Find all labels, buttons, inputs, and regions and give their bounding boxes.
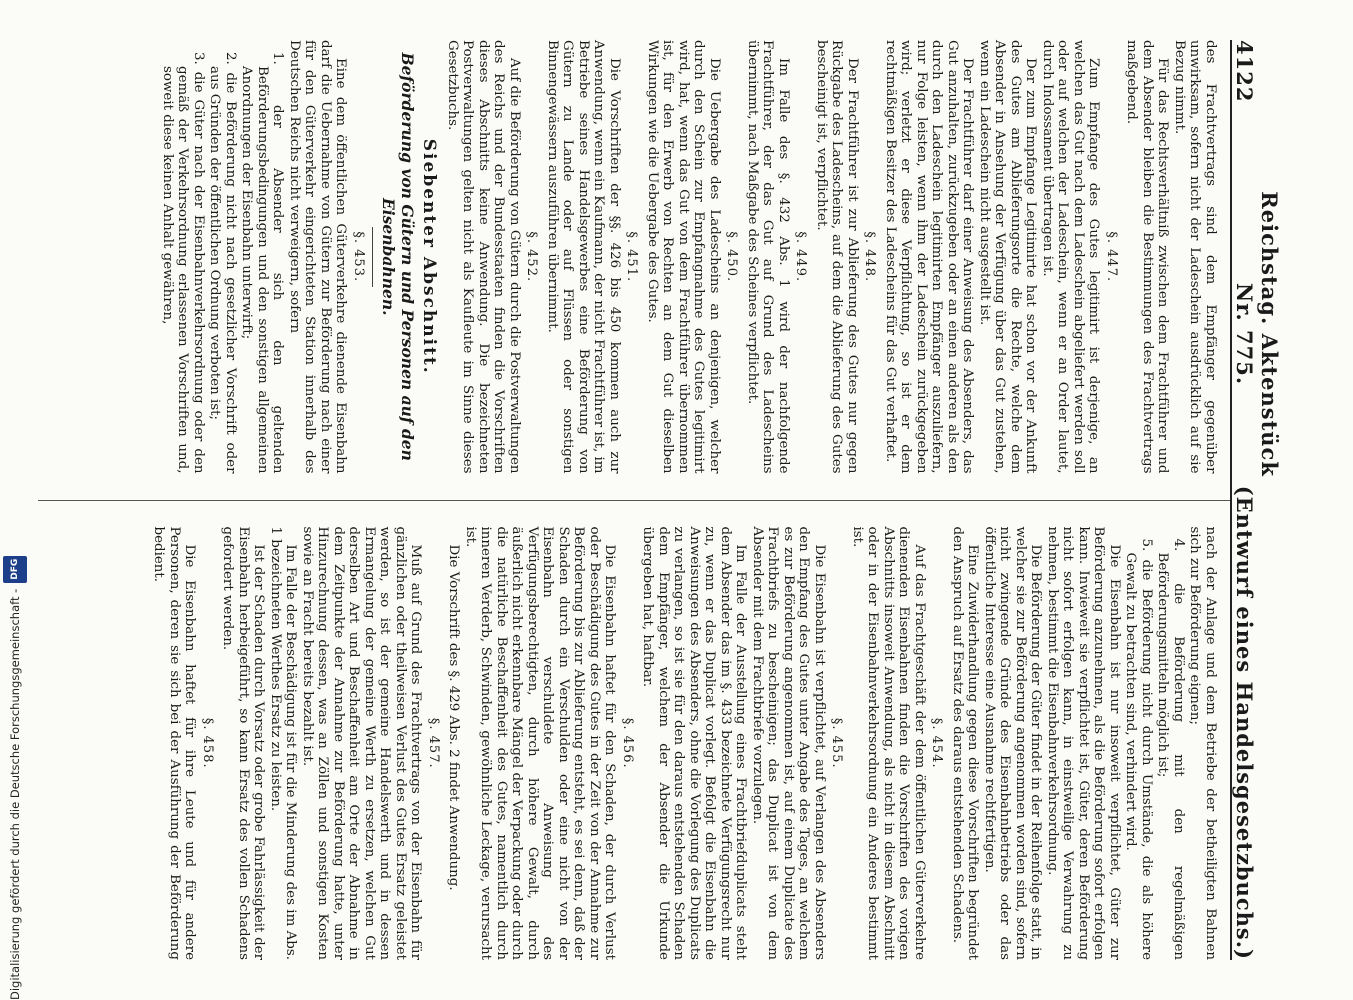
paragraph: Im Falle der Ausstellung eines Frachtbriefduplicats steht dem Absender das im §. 433 bezeichnete Verfügungsrecht nur zu, wenn er das Duplicat vorlegt. Befolgt die Eisenbahn die Anweisungen des Absenders, ohne die Vorlegung des Duplicats zu verlangen, so ist sie für den daraus entstehenden Schaden dem Empfänger, welchem der Absender die Urkunde übergeben hat, haftbar.: [640, 526, 749, 960]
paragraph: Die Eisenbahn haftet für ihre Leute und für andere Personen, deren sie sich bei der Ausführung der Beförderung bedient.: [151, 526, 198, 960]
digitization-credit: [4, 0, 26, 1000]
paragraph: Der zum Empfange Legitimirte hat schon vor der Ankunft des Gutes am Ablieferungsorte die Rechte, welche dem Absender in Ansehung der Verfügung über das Gut zustehen, wenn ein Ladeschein nicht ausgestellt ist.: [977, 40, 1039, 474]
paragraph: Die Vorschriften der §§. 426 bis 450 kommen auch zur Anwendung, wenn ein Kaufmann, der nicht Frachtführer ist, im Betriebe seines Handelsgewerbes eine Beförderung von Gütern zu Lande oder auf Flüssen oder sonstigen Binnengewässern auszuführen übernimmt.: [545, 40, 622, 474]
paragraph: Eine dem öffentlichen Güterverkehre dienende Eisenbahn darf die Uebernahme von Gütern zur Beförderung nach einer für den Güterverkehr eingerichteten Station innerhalb des Deutschen Reichs nicht verweigern, sofern: [287, 40, 349, 474]
paragraph: Muß auf Grund des Frachtvertrags von der Eisenbahn für gänzlichen oder theilweisen Verlust des Gutes Ersatz geleistet werden, so ist der gemeine Handelswerth und in dessen Ermangelung der gemeine Werth zu ersetzen, welchen Gut derselben Art und Beschaffenheit am Orte der Abnahme in dem Zeitpunkte der Annahme zur Beförderung hatte, unter Hinzurechnung dessen, was an Zöllen und sonstigen Kosten sowie an Fracht bereits bezahlt ist.: [300, 526, 424, 960]
paragraph: Zum Empfange des Gutes legitimirt ist derjenige, an welchen das Gut nach dem Ladeschein abgeliefert werden soll oder auf welchen der Ladeschein, wenn er an Order lautet, durch Indossament übertragen ist.: [1040, 40, 1102, 474]
column-divider: [38, 500, 1230, 501]
paragraph: Im Falle der Beschädigung ist für die Minderung des im Abs. 1 bezeichneten Werthes Ersatz zu leisten.: [268, 526, 299, 960]
credit-text: Digitalisierung gefördert durch die Deutsche Forschungsgemeinschaft -: [8, 588, 22, 1000]
list-item: 4. die Beförderung mit den regelmäßigen Beförderungsmitteln möglich ist;: [1155, 538, 1186, 960]
list-item: 2. die Beförderung nicht nach gesetzlicher Vorschrift oder aus Gründen der öffentlichen Ordnung verboten ist;: [207, 52, 238, 474]
left-column: [38, 40, 1218, 474]
section-number: §. 455.: [829, 717, 845, 769]
text-columns: [38, 40, 1218, 960]
paragraph: Für das Rechtsverhältniß zwischen dem Frachtführer und dem Absender bleiben die Bestimmungen des Frachtvertrags maßgebend.: [1124, 40, 1171, 474]
paragraph: Die Eisenbahn ist nur insoweit verpflichtet, Güter zur Beförderung anzunehmen, als die Beförderung sofort erfolgen kann. Inwieweit sie verpflichtet ist, Güter, deren Beförderung nicht sofort erfolgen kann, in einstweilige Verwahrung zu nehmen, bestimmt die Eisenbahnverkehrsordnung.: [1045, 526, 1122, 960]
section-number: §. 458.: [200, 717, 215, 769]
paragraph: Die Beförderung der Güter findet in der Reihenfolge statt, in welcher sie zur Beförderung angenommen worden sind, sofern nicht zwingende Gründe des Eisenbahnbetriebs oder das öffentliche Interesse eine Ausnahme rechtfertigen.: [982, 526, 1044, 960]
section-number: §. 450.: [724, 231, 740, 283]
section-heading: Siebenter Abschnitt.: [419, 138, 440, 375]
paragraph: Der Frachtführer ist zur Ablieferung des Gutes nur gegen Rückgabe des Ladescheins, auf dem die Ablieferung des Gutes bescheinigt ist, verpflichtet.: [814, 40, 860, 474]
list-item: 3. die Güter nach der Eisenbahnverkehrsordnung oder den gemäß der Verkehrsordnung erlassenen Vorschriften und, soweit diese keinen Anhalt gewähren,: [160, 52, 206, 474]
section-number: §. 454.: [929, 717, 945, 769]
paragraph: Die Eisenbahn ist verpflichtet, auf Verlangen des Absenders den Empfang des Gutes unter Angabe des Tages, an welchem es zur Beförderung angenommen ist, auf einem Duplicate des Frachtbriefs zu bescheinigen; das Duplicat ist von dem Absender mit dem Frachtbriefe vorzulegen.: [750, 526, 827, 960]
section-number: §. 451.: [624, 231, 640, 283]
header-subtitle: (Entwurf eines Handelsgesetzbuchs.): [1232, 485, 1257, 960]
page-header: [1230, 40, 1282, 960]
paragraph: Die Eisenbahn haftet für den Schaden, der durch Verlust oder Beschädigung des Gutes in der Zeit von der Annahme zur Beförderung bis zur Ablieferung entsteht, es sei denn, daß der Schaden durch ein Verschulden oder eine nicht von der Eisenbahn verschuldete Anweisung des Verfügungsberechtigten, durch höhere Gewalt, durch äußerlich nicht erkennbare Mängel der Verpackung oder durch die natürliche Beschaffenheit des Gutes, namentlich durch inneren Verderb, Schwinden, gewöhnliche Leckage, verursacht ist.: [463, 526, 618, 960]
section-number: §. 447.: [1104, 231, 1119, 283]
paragraph: Auf das Frachtgeschäft der dem öffentlichen Güterverkehre dienenden Eisenbahnen finden die Vorschriften des vorigen Abschnitts insoweit Anwendung, als nicht in diesem Abschnitt oder in der Eisenbahnverkehrsordnung ein Anderes bestimmt ist.: [850, 526, 927, 960]
paragraph: Die Uebergabe des Ladescheins an denjenigen, welcher durch den Schein zur Empfangnahme des Gutes legitimirt wird, hat, wenn das Gut von dem Frachtführer übernommen ist, für den Erwerb von Rechten an dem Gut dieselben Wirkungen wie die Uebergabe des Gutes.: [645, 40, 722, 474]
section-number: §. 457.: [426, 717, 441, 769]
paragraph: Auf die Beförderung von Gütern durch die Postverwaltungen des Reichs und der Bundesstaaten finden die Vorschriften dieses Abschnitts keine Anwendung. Die bezeichneten Postverwaltungen gelten nicht als Kaufleute im Sinne dieses Gesetzbuchs.: [445, 40, 522, 474]
section-number: §. 453.: [351, 231, 366, 283]
section-number: §. 448.: [862, 231, 878, 283]
paragraph: Die Vorschrift des §. 429 Abs. 2 findet Anwendung.: [446, 544, 462, 891]
list-item: 5. die Beförderung nicht durch Umstände, die als höhere Gewalt zu betrachten sind, verhindert wird.: [1123, 538, 1154, 960]
paragraph: Im Falle des §. 432 Abs. 1 wird der nachfolgende Frachtführer, der das Gut auf Grund des Ladescheins übernimmt, nach Maßgabe des Scheines verpflichtet.: [745, 40, 791, 474]
header-title: Reichstag. Aktenstück Nr. 775.: [1232, 191, 1282, 477]
list-item: 1. der Absender sich den geltenden Beförderungsbedingungen und den sonstigen allgemeinen Anordnungen der Eisenbahn unterwirft;: [239, 52, 286, 474]
section-subheading: Beförderung von Gütern und Personen auf den Eisenbahnen.: [379, 52, 417, 461]
paragraph: des Frachtvertrags sind dem Empfänger gegenüber unwirksam, sofern nicht der Ladeschein ausdrücklich auf sie Bezug nimmt.: [1172, 40, 1218, 474]
section-number: §. 456.: [620, 717, 635, 769]
section-number: §. 452.: [524, 231, 540, 283]
page-number: 4122: [1232, 40, 1257, 103]
paragraph: Ist der Schaden durch Vorsatz oder grobe Fahrlässigkeit der Eisenbahn herbeigeführt, so kann Ersatz des vollen Schadens gefordert werden.: [220, 526, 267, 960]
paragraph: Der Frachtführer darf einer Anweisung des Absenders, das Gut anzuhalten, zurückzugeben oder an einen anderen als den durch den Ladeschein legitimirten Empfänger auszuliefern, nur Folge leisten, wenn ihm der Ladeschein zurückgegeben wird; verletzt er diese Verpflichtung, so ist er dem rechtmäßigen Besitzer des Ladescheins für das Gut verhaftet.: [883, 40, 976, 474]
dfg-logo-icon: DFG: [3, 556, 27, 583]
paragraph: nach der Anlage und dem Betriebe der betheiligten Bahnen sich zur Beförderung eignen;: [1187, 526, 1218, 960]
paragraph: Eine Zuwiderhandlung gegen diese Vorschriften begründet den Anspruch auf Ersatz des daraus entstehenden Schadens.: [950, 526, 981, 960]
right-column: [38, 527, 1218, 961]
rotated-page-content: [10, 0, 1300, 1000]
section-number: §. 449.: [793, 231, 809, 283]
section-divider: [372, 227, 373, 287]
